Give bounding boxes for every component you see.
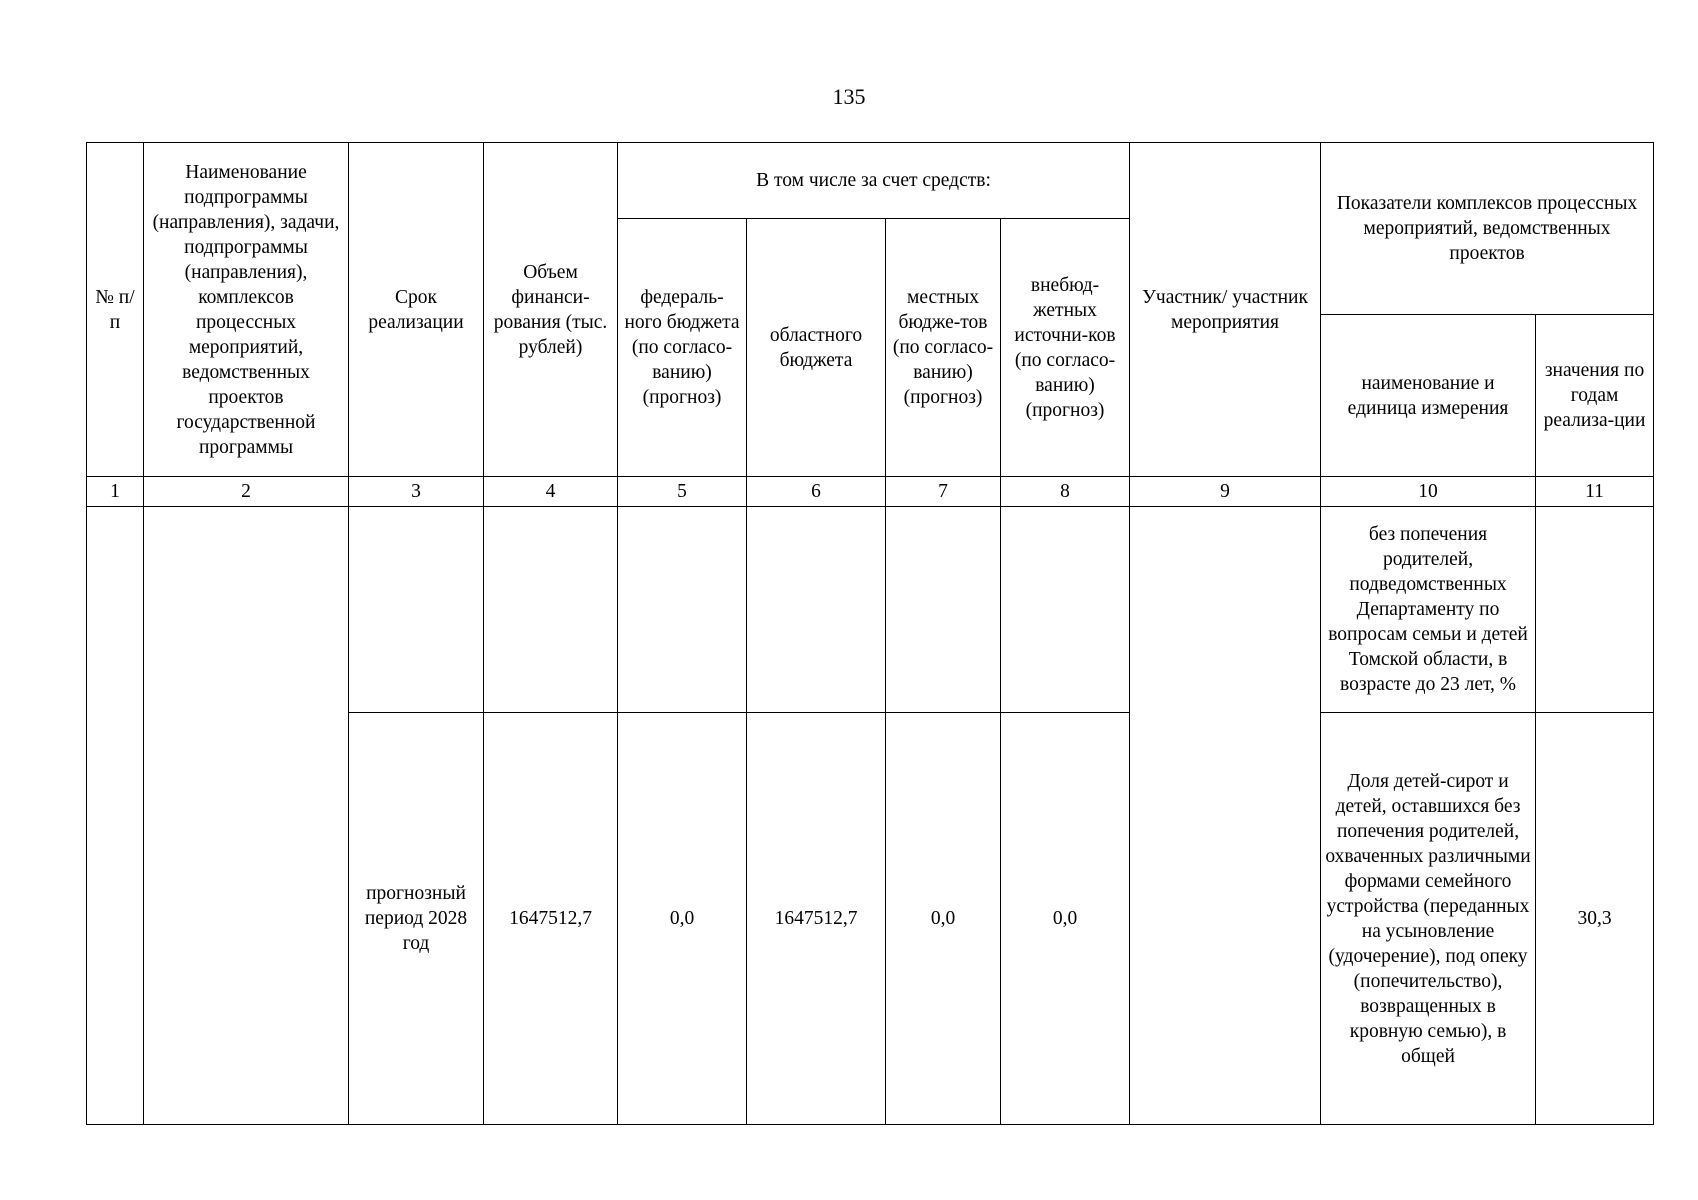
header-number: № п/п [87,143,144,477]
cell-name [144,507,349,1125]
header-volume: Объем финанси-рования (тыс. рублей) [484,143,618,477]
cell-extrabudget [1001,507,1130,713]
cell-indicator-value: 30,3 [1536,713,1654,1125]
table-row [87,507,1654,713]
column-number: 2 [144,477,349,507]
page-number: 135 [832,84,866,109]
header-indicators-group: Показатели комплексов процессных мероприятий, ведомственных проектов [1321,143,1654,315]
cell-federal [618,507,747,713]
cell-period [349,507,484,713]
column-number: 1 [87,477,144,507]
column-number: 6 [747,477,886,507]
header-local: местных бюдже-тов (по согласо-ванию) (прогноз) [886,219,1001,477]
column-number: 9 [1130,477,1321,507]
cell-period: прогнозный период 2028 год [349,713,484,1125]
column-number: 8 [1001,477,1130,507]
cell-volume [484,507,618,713]
cell-local: 0,0 [886,713,1001,1125]
cell-local [886,507,1001,713]
cell-regional [747,507,886,713]
cell-indicator-name: Доля детей-сирот и детей, оставшихся без попечения родителей, охваченных различными формами семейного устройства (переданных на усыновление (удочерение), под опеку (попечительство), возвращенных в кровную семью), в общей [1321,713,1536,1125]
cell-regional: 1647512,7 [747,713,886,1125]
header-federal: федераль-ного бюджета (по согласо-ванию) (прогноз) [618,219,747,477]
column-number: 10 [1321,477,1536,507]
header-participant: Участник/ участник мероприятия [1130,143,1321,477]
header-row [87,143,1654,219]
column-number: 5 [618,477,747,507]
cell-number [87,507,144,1125]
column-number: 11 [1536,477,1654,507]
column-number: 7 [886,477,1001,507]
header-period: Срок реализации [349,143,484,477]
column-number: 4 [484,477,618,507]
header-indicator-values: значения по годам реализа-ции [1536,315,1654,477]
cell-indicator-value [1536,507,1654,713]
header-funds-group: В том числе за счет средств: [618,143,1130,219]
header-extrabudget: внебюд-жетных источни-ков (по согласо-ванию) (прогноз) [1001,219,1130,477]
header-name: Наименование подпрограммы (направления), задачи, подпрограммы (направления), комплексов процессных мероприятий, ведомственных проектов государственной программы [144,143,349,477]
cell-extrabudget: 0,0 [1001,713,1130,1125]
budget-table [86,142,1654,1125]
header-indicator-name: наименование и единица измерения [1321,315,1536,477]
column-numbers-row [87,477,1654,507]
cell-indicator-name: без попечения родителей, подведомственных Департаменту по вопросам семьи и детей Томской области, в возрасте до 23 лет, % [1321,507,1536,713]
cell-federal: 0,0 [618,713,747,1125]
header-regional: областного бюджета [747,219,886,477]
column-number: 3 [349,477,484,507]
cell-volume: 1647512,7 [484,713,618,1125]
cell-participant [1130,507,1321,1125]
